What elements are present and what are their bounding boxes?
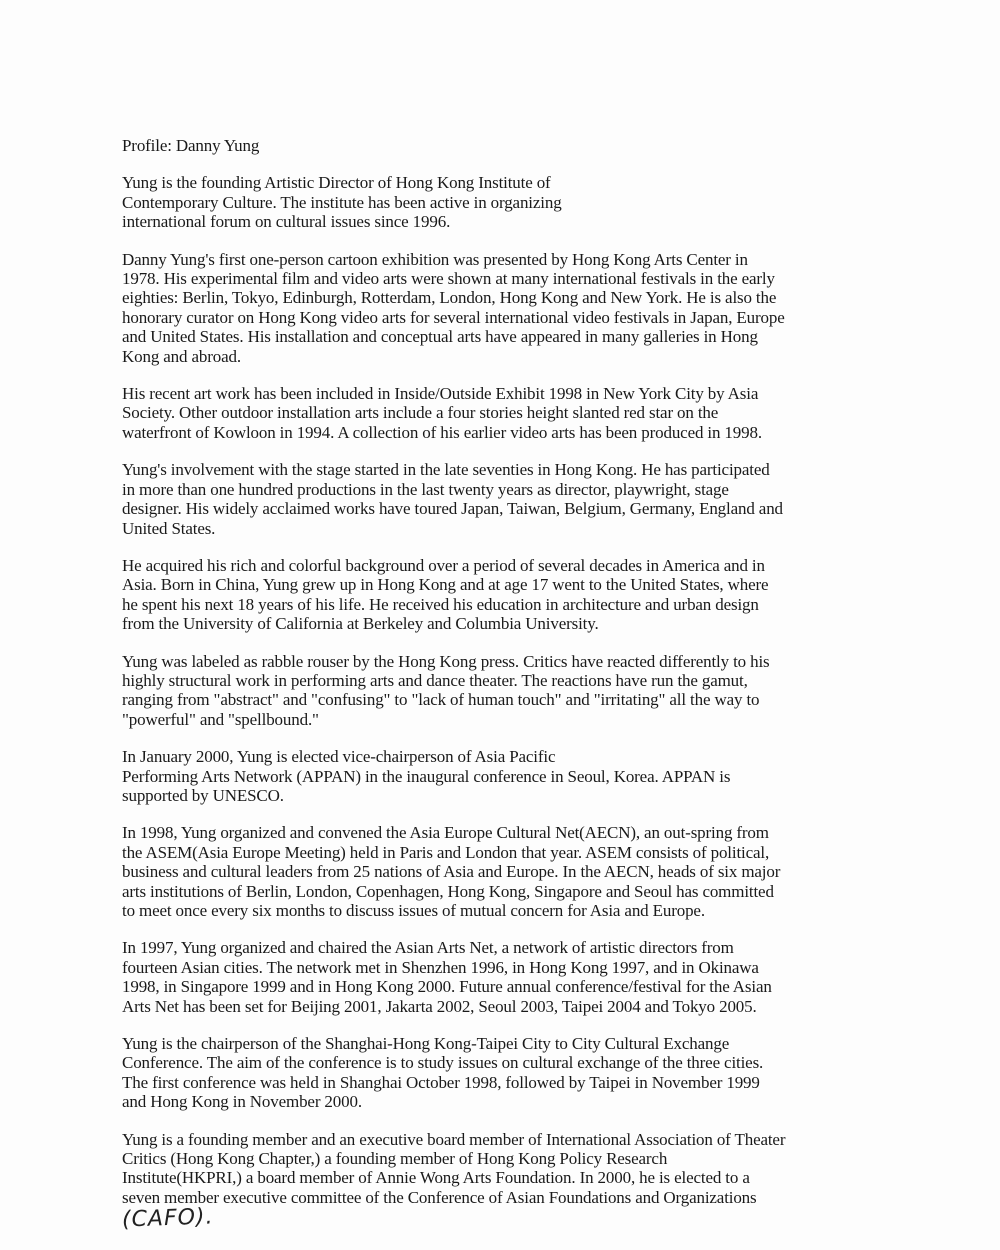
text-line: supported by UNESCO.: [122, 785, 284, 805]
text-line: in more than one hundred productions in the last twenty years as director, playwright, stage: [122, 479, 729, 499]
text-line: waterfront of Kowloon in 1994. A collection of his earlier video arts has been produced in 1998.: [122, 422, 762, 442]
text-line: Yung is the chairperson of the Shanghai-Hong Kong-Taipei City to City Cultural Exchange: [122, 1034, 730, 1054]
text-line: seven member executive committee of the Conference of Asian Foundations and Organizations: [122, 1187, 757, 1207]
text-line: He acquired his rich and colorful background over a period of several decades in America and in: [122, 555, 765, 575]
profile-paragraph: [119, 1129, 909, 1233]
text-line: "powerful" and "spellbound.": [122, 709, 319, 729]
text-line: Conference. The aim of the conference is to study issues on cultural exchange of the three cities.: [122, 1053, 764, 1073]
text-line: from the University of California at Berkeley and Columbia University.: [122, 614, 599, 634]
text-line: ranging from "abstract" and "confusing" to "lack of human touch" and "irritating" all the way to: [122, 690, 760, 710]
profile-paragraph: [119, 938, 909, 1016]
text-line: 1998, in Singapore 1999 and in Hong Kong 2000. Future annual conference/festival for the Asian: [122, 977, 772, 997]
text-line: Kong and abroad.: [122, 346, 241, 366]
text-line: designer. His widely acclaimed works have toured Japan, Taiwan, Belgium, Germany, England and: [122, 499, 783, 519]
text-line: The first conference was held in Shanghai October 1998, followed by Taipei in November 1999: [122, 1072, 760, 1092]
profile-paragraph: [119, 1034, 909, 1112]
text-line: Performing Arts Network (APPAN) in the inaugural conference in Seoul, Korea. APPAN is: [122, 766, 731, 786]
page-title: Profile: Danny Yung: [122, 136, 260, 155]
profile-paragraph: [119, 384, 909, 442]
profile-paragraph: [119, 652, 909, 730]
text-line: fourteen Asian cities. The network met in Shenzhen 1996, in Hong Kong 1997, and in Okinawa: [122, 957, 759, 977]
profile-paragraph: [119, 460, 909, 538]
text-line: Asia. Born in China, Yung grew up in Hong Kong and at age 17 went to the United States, where: [122, 575, 769, 595]
text-line: he spent his next 18 years of his life. He received his education in architecture and urban design: [122, 594, 759, 614]
text-line: Yung is a founding member and an executive board member of International Association of Theater: [122, 1129, 786, 1149]
text-line: Society. Other outdoor installation arts include a four stories height slanted red star on the: [122, 403, 719, 423]
text-line: Yung's involvement with the stage started in the late seventies in Hong Kong. He has participated: [122, 460, 770, 480]
text-line: In 1997, Yung organized and chaired the Asian Arts Net, a network of artistic directors from: [122, 938, 734, 958]
text-line: 1978. His experimental film and video arts were shown at many international festivals in the early: [122, 269, 775, 289]
handwritten-annotation: (CAFO).: [121, 1204, 214, 1233]
text-line: Danny Yung's first one-person cartoon exhibition was presented by Hong Kong Arts Center in: [122, 249, 748, 269]
text-line: In 1998, Yung organized and convened the Asia Europe Cultural Net(AECN), an out-spring from: [122, 823, 769, 843]
profile-body: [119, 173, 909, 1233]
text-line: the ASEM(Asia Europe Meeting) held in Paris and London that year. ASEM consists of political,: [122, 842, 770, 862]
text-line: United States.: [122, 518, 216, 538]
profile-document: [119, 136, 909, 1233]
profile-paragraph: [119, 747, 909, 805]
text-line: honorary curator on Hong Kong video arts for several international video festivals in Japan, Europe: [122, 307, 785, 327]
text-line: international forum on cultural issues since 1996.: [122, 212, 451, 232]
text-line: Yung was labeled as rabble rouser by the Hong Kong press. Critics have reacted differently to his: [122, 651, 770, 671]
profile-paragraph: [119, 556, 909, 634]
text-line: arts institutions of Berlin, London, Copenhagen, Hong Kong, Singapore and Seoul has committed: [122, 881, 774, 901]
text-line: highly structural work in performing arts and dance theater. The reactions have run the gamut,: [122, 670, 748, 690]
text-line: and United States. His installation and conceptual arts have appeared in many galleries in Hong: [122, 327, 758, 347]
text-line: business and cultural leaders from 25 nations of Asia and Europe. In the AECN, heads of six major: [122, 862, 781, 882]
text-line: eighties: Berlin, Tokyo, Edinburgh, Rotterdam, London, Hong Kong and New York. He is also the: [122, 288, 777, 308]
text-line: His recent art work has been included in Inside/Outside Exhibit 1998 in New York City by Asia: [122, 384, 759, 404]
text-line: Contemporary Culture. The institute has been active in organizing: [122, 192, 562, 212]
profile-paragraph: [119, 250, 909, 366]
text-line: Arts Net has been set for Beijing 2001, Jakarta 2002, Seoul 2003, Taipei 2004 and Tokyo 2005.: [122, 996, 757, 1016]
text-line: In January 2000, Yung is elected vice-chairperson of Asia Pacific: [122, 747, 556, 767]
text-line: to meet once every six months to discuss issues of mutual concern for Asia and Europe.: [122, 901, 705, 920]
text-line: Institute(HKPRI,) a board member of Annie Wong Arts Foundation. In 2000, he is elected to a: [122, 1168, 750, 1188]
profile-paragraph: [119, 173, 909, 231]
text-line: Critics (Hong Kong Chapter,) a founding member of Hong Kong Policy Research: [122, 1149, 668, 1169]
text-line: and Hong Kong in November 2000.: [122, 1092, 362, 1112]
profile-paragraph: [119, 823, 909, 920]
text-line: Yung is the founding Artistic Director of Hong Kong Institute of: [122, 173, 551, 193]
